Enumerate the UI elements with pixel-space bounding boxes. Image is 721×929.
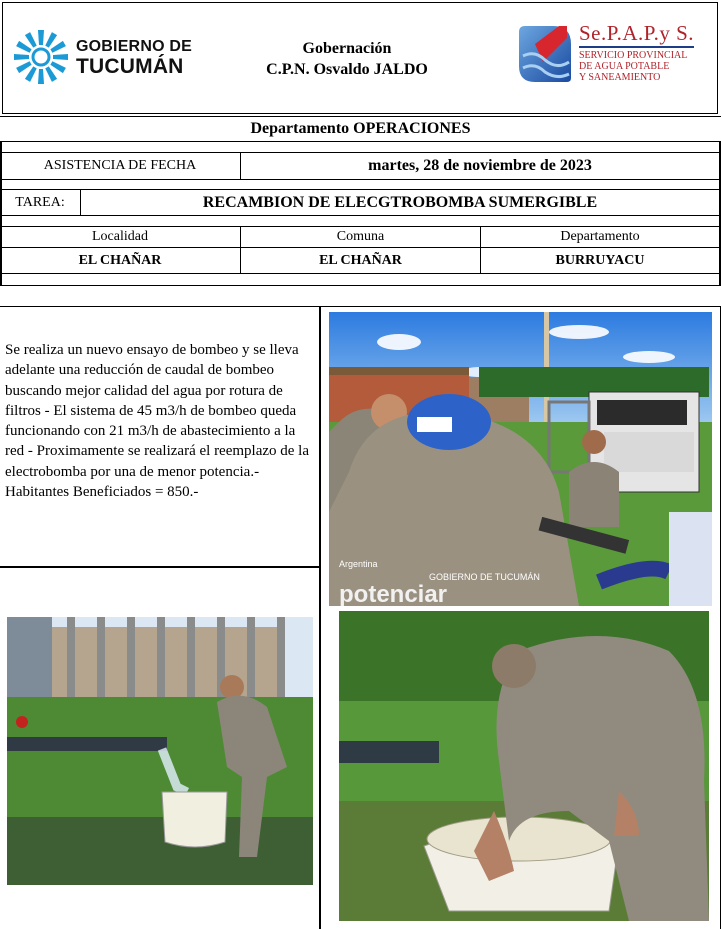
assistance-label: ASISTENCIA DE FECHA [43,158,197,173]
sepapys-sub1: SERVICIO PROVINCIAL [579,50,688,61]
localidad-value: EL CHAÑAR [78,252,162,268]
assistance-date: martes, 28 de noviembre de 2023 [368,157,592,174]
description-block [5,340,317,502]
governor-line2: C.P.N. Osvaldo JALDO [266,61,428,78]
gobierno-tucuman-logo [12,28,192,86]
sepapys-sub2: DE AGUA POTABLE [579,61,670,72]
comuna-header: Comuna [336,229,385,244]
description-paragraph: Se realiza un nuevo ensayo de bombeo y se lleva adelante una reducción de caudal de bombeo buscando mejor calidad del agua por rotura de filtros - El sistema de 45 m3/h de bombeo queda funcionando con 21 m3/h de abastecimiento a la red - Proximamente se realizará el reemplazo de la electrobomba por una de menor potencia.- [5,342,310,480]
sepapys-logo [515,22,705,94]
photo-crew-near-truck [329,312,712,606]
sepapys-emblem-icon [515,22,573,86]
row-divider [0,179,721,180]
row-divider [0,215,721,216]
shirt-patch-text2: GOBIERNO DE TUCUMÁN [429,572,540,582]
logo-text-line1: GOBIERNO DE [76,38,192,55]
body-column-divider [319,306,321,929]
governor-line1: Gobernación [302,40,392,57]
shirt-patch-text: Argentina [339,559,378,569]
departamento-value: BURRUYACU [555,252,645,268]
comuna-value: EL CHAÑAR [319,252,402,268]
departamento-header: Departamento [560,229,640,244]
sepapys-sub3: Y SANEAMIENTO [579,72,661,83]
table-right-border [719,141,721,286]
beneficiaries-line: Habitantes Beneficiados = 850.- [5,484,199,501]
shirt-text: potenciar [339,581,448,606]
photo-worker-with-bucket [7,617,313,885]
row-divider [0,273,721,274]
photo-worker-at-well [339,611,709,921]
table-top-border [0,141,721,142]
localidad-header: Localidad [92,229,148,244]
task-label: TAREA: [15,194,65,210]
department-title: Departamento OPERACIONES [0,116,721,140]
gobierno-sun-icon [12,28,70,86]
governor-heading [232,38,462,80]
sepapys-name: Se.P.A.P.y S. [579,21,695,45]
logo-text-line2: TUCUMÁN [76,55,184,78]
table-bottom-border [0,285,721,286]
body-row-divider [0,566,320,568]
task-value: RECAMBION DE ELECGTROBOMBA SUMERGIBLE [202,193,598,211]
